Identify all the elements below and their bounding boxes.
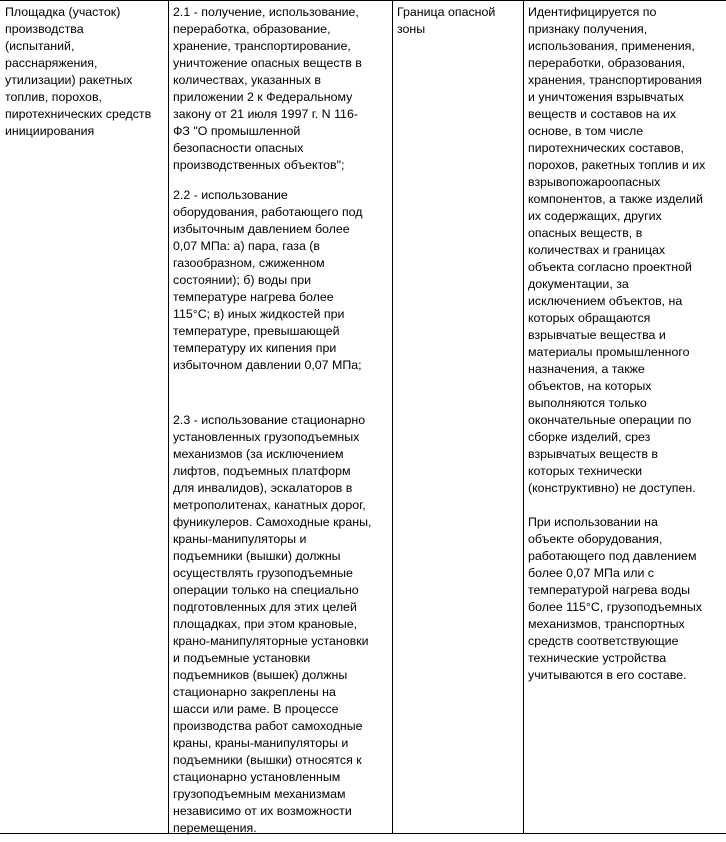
- criterion-2-3: 2.3 - использование стационарно установленных грузоподъемных механизмов (за исключением лифтов, подъемных платформ для инвалидов), эскалаторов в метрополитенах, канатных дорог, фуникулеров. Самоходные краны, краны-манипуляторы и подъемники (вышки) должны осуществлять грузоподъемные операции только на специально подготовленных для этих целей площадках, при этом крановые, крано-манипуляторные установки и подъемные установки подъемников (вышек) должны стационарно закреплены на шасси или раме. В процессе производства работ самоходные краны, краны-манипуляторы и подъемники (вышки) относятся к стационарно установленным грузоподъемным механизмам независимо от их возможности перемещения.: [173, 413, 372, 835]
- object-type-cell: Площадка (участок) производства (испытаний, расснаряжения, утилизации) ракетных топлив, порохов, пиротехнических средств инициирования: [5, 5, 152, 138]
- boundary-cell: Граница опасной зоны: [397, 5, 496, 36]
- criterion-2-2: 2.2 - использование оборудования, работающего под избыточным давлением более 0,07 МПа: а) пара, газа (в газообразном, сжиженном состоянии); б) воды при температуре нагрева более 115°С; в) иных жидкостей при температуре, превышающей температуру их кипения при избыточном давлении 0,07 МПа;: [173, 188, 363, 372]
- criterion-2-1: 2.1 - получение, использование, переработка, образование, хранение, транспортирование, уничтожение опасных веществ в количествах, указанных в приложении 2 к Федеральному закону от 21 июля 1997 г. N 116- ФЗ "О промышленной безопасности опасных производственных объектов";: [173, 5, 362, 172]
- column-divider-3: [523, 0, 524, 833]
- equipment-note: При использовании на объекте оборудования, работающего под давлением более 0,07 МПа или с температурой нагрева воды более 115°С, грузоподъемных механизмов, транспортных средств соответствующие технические устройства учитываются в его составе.: [528, 515, 702, 682]
- table-border-top: [0, 0, 726, 1]
- column-divider-2: [392, 0, 393, 833]
- identification-text: Идентифицируется по признаку получения, использования, применения, переработки, образования, хранения, транспортирования и уничтожения взрывчатых веществ и составов на их основе, в том числе пиротехнических составов, порохов, ракетных топлив и их взрывопожароопасных компонентов, а также изделий их содержащих, других опасных веществ, в количествах и границах объекта согласно проектной документации, за исключением объектов, на которых обращаются взрывчатые вещества и материалы промышленного назначения, а также объектов, на которых выполняются только: [528, 5, 706, 410]
- identification-text-continued: окончательные операции по сборке изделий, срез взрывчатых веществ в которых технически (конструктивно) не доступен.: [528, 413, 696, 495]
- column-divider-1: [168, 0, 169, 833]
